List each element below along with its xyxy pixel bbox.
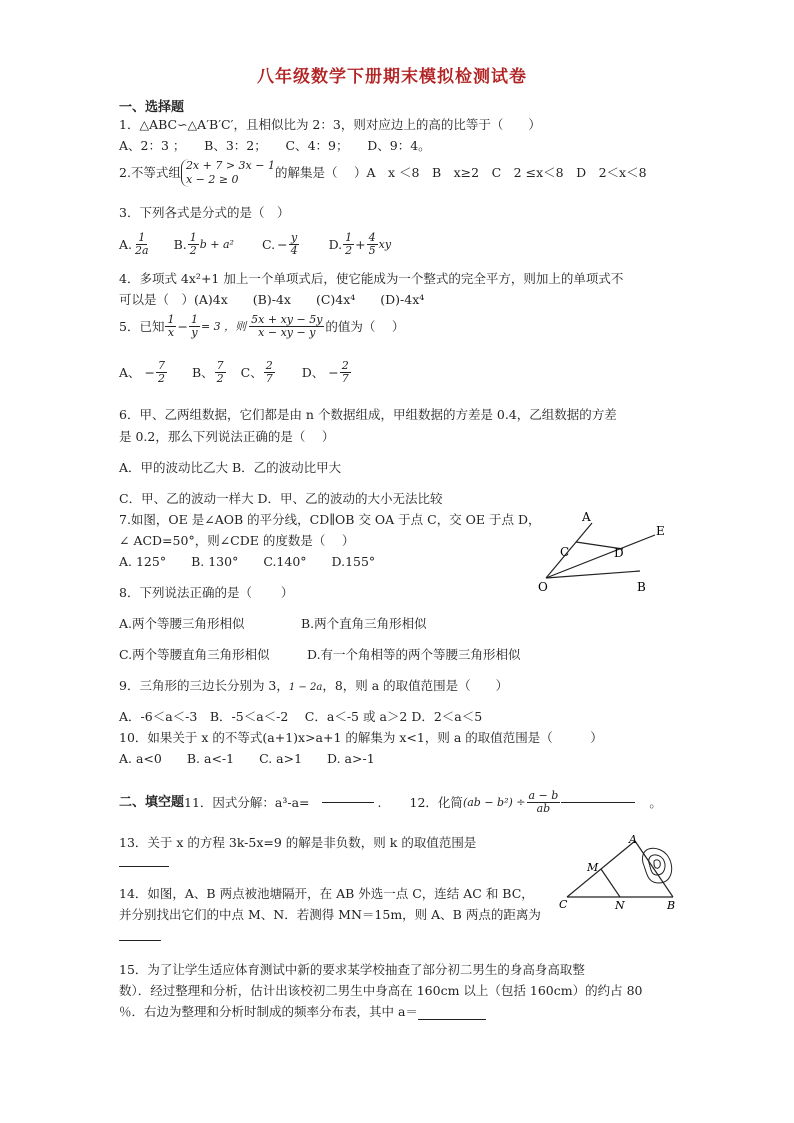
q5-b-fraction: $\frac{7}{2}$ [216,359,224,385]
q2-system-line2: x − 2 ≥ 0 [185,173,239,186]
q9-prefix: 9．三角形的三边长分别为 3， [119,678,289,693]
q5-c-fraction: $\frac{2}{7}$ [265,359,273,385]
q8-option-b: B.两个直角三角形相似 [301,616,427,631]
q2-system [181,159,275,187]
q3-a-fraction: $\frac{1}{2a}$ [135,231,149,257]
segment-AB [635,841,673,897]
page-title: 八年级数学下册期末模拟检测试卷 [257,67,527,87]
q3-b-rest: b + a² [199,237,234,251]
q12-answer-blank[interactable] [561,802,635,803]
q6-line1: 6．甲、乙两组数据，它们都是由 n 个数据组成，甲组数据的方差是 0.4，乙组数据的方差 [119,407,617,422]
q11-answer-blank[interactable] [322,802,374,803]
q6-options-ab: A．甲的波动比乙大 B．乙的波动比甲大 [119,460,342,475]
q15-answer-blank[interactable] [418,1005,486,1020]
q9-expr: 1 − 2a [288,682,323,693]
q8-option-c: C.两个等腰直角三角形相似 [119,647,270,662]
label-N: N [615,899,625,911]
label-A: A [629,833,637,846]
q2-prefix: 2.不等式组 [119,165,181,180]
label-E: E [656,524,665,538]
q3-c-label: C. [261,236,276,252]
q5-prefix: 5．已知 [119,318,165,334]
q3-b-label: B. [173,236,187,252]
q15-line3-row [119,1004,486,1020]
q3-c-fraction: $\frac{y}{4}$ [290,231,298,257]
q5-suffix: 的值为（ ） [325,318,405,334]
q7-options: A. 125° B. 130° C.140° D.155° [119,554,376,569]
q3-d-fraction1: $\frac{1}{2}$ [345,231,353,257]
label-D: D [614,546,624,560]
q5-stem [119,314,404,339]
q5-eq: = 3 ，则 [200,319,247,333]
q7-line2: ∠ ACD=50°，则∠CDE 的度数是（ ） [119,533,355,548]
q12-prefix: 12．化简 [409,794,463,810]
pond-figure [555,833,685,911]
q6-options-cd: C．甲、乙的波动一样大 D．甲、乙的波动的大小无法比较 [119,491,443,506]
q3-d-fraction2: $\frac{4}{5}$ [368,231,376,257]
q2 [119,159,647,187]
q1-stem: 1．△ABC∽△A′B′C′，且相似比为 2：3，则对应边上的高的比等于（ ） [119,117,541,132]
q3-a-label: A. [119,236,133,252]
section-heading-choice: 一、选择题 [119,100,185,115]
q7-line1: 7.如图，OE 是∠AOB 的平分线，CD∥OB 交 OA 于点 C，交 OE 于点 D， [119,512,541,527]
q5-frac3: $\frac{5x + xy - 5y}{x - xy - y}$ [251,313,323,339]
label-A: A [582,510,591,524]
label-O: O [538,580,548,594]
section-heading-fill: 二、填空题 [119,794,185,810]
q5-a-label: A、 − [119,364,155,380]
q12-expr: (ab − b²) ÷ [462,795,526,809]
q5-a-fraction: $\frac{7}{2}$ [157,359,165,385]
q12-end: 。 [649,794,662,810]
q3-options [119,232,391,257]
angle-bisector-figure [530,505,680,600]
q9-options: A．-6＜a＜-3 B．-5＜a＜-2 C．a＜-5 或 a＞2 D．2＜a＜5 [119,709,483,724]
q2-system-line1: 2x + 7 > 3x − 1 [185,159,275,172]
q3-c-sign: − [277,236,288,252]
q5-d-fraction: $\frac{2}{7}$ [341,359,349,385]
label-M: M [587,861,599,874]
q5-frac1: $\frac{1}{x}$ [167,313,175,339]
q11-dot: . [377,794,382,810]
q5-d-label: D、 − [301,364,339,380]
q4-line1: 4．多项式 4x²+1 加上一个单项式后，使它能成为一个整式的完全平方，则加上的单项式不 [119,271,624,286]
q9-stem [119,678,508,696]
q2-suffix: 的解集是（ ）A x ＜8 B x≥2 C 2 ≤x＜8 D 2＜x＜8 [274,165,647,180]
q8-option-d: D.有一个角相等的两个等腰三角形相似 [307,647,521,662]
q14-line2: 并分别找出它们的中点 M、N．若测得 MN＝15m，则 A、B 两点的距离为 [119,907,541,922]
q15-line2: 数）．经过整理和分析，估计出该校初二男生中身高在 160cm 以上（包括 160cm）的约占 80 [119,983,643,998]
q10-stem: 10．如果关于 x 的不等式(a+1)x>a+1 的解集为 x<1，则 a 的取值范围是（ ） [119,730,603,745]
pond-outline [642,848,671,883]
fill-in-row [119,790,662,815]
q5-frac2: $\frac{1}{y}$ [190,313,198,339]
q3-d-plus: + [355,236,366,252]
label-C: C [559,898,568,911]
q9-suffix: ，8，则 a 的取值范围是（ ） [322,678,509,693]
q12-fraction: $\frac{a - b}{ab}$ [528,789,559,815]
q11-text: 11．因式分解：a³-a= [184,794,310,810]
q10-options: A. a<0 B. a<-1 C. a>1 D. a>-1 [119,751,375,766]
segment-MN [601,869,620,897]
q15-line3: ％．右边为整理和分析时制成的频率分布表，其中 a＝ [119,1004,418,1019]
label-B: B [637,580,646,594]
q3-d-label: D. [328,236,343,252]
q5-b-label: B、 [191,364,214,380]
q15-line1: 15．为了让学生适应体育测试中新的要求某学校抽查了部分初二男生的身高身高取整 [119,962,585,977]
label-B: B [667,899,676,911]
q1-options: A、2：3 ； B、3：2； C、4：9； D、9：4。 [119,138,431,153]
q14-answer-blank[interactable] [119,940,161,941]
q14-line1: 14．如图，A、B 两点被池塘隔开，在 AB 外选一点 C，连结 AC 和 BC， [119,886,534,901]
q8-stem: 8．下列说法正确的是（ ） [119,585,294,600]
q5-options [119,360,352,385]
label-C: C [560,545,570,559]
q5-minus: − [177,318,188,334]
q3-b-fraction: $\frac{1}{2}$ [189,231,197,257]
q8-option-a: A.两个等腰三角形相似 [119,616,245,631]
q13-answer-blank[interactable] [119,866,169,867]
q5-c-label: C、 [240,364,263,380]
q3-d-rest: xy [378,237,392,251]
q4-line2: 可以是（ ）(A)4x (B)-4x (C)4x⁴ (D)-4x⁴ [119,292,425,307]
q6-line2: 是 0.2，那么下列说法正确的是（ ） [119,429,335,444]
pond-contour-inner [654,860,660,868]
q3-stem: 3．下列各式是分式的是（ ） [119,205,290,220]
q13-text: 13．关于 x 的方程 3k-5x=9 的解是非负数，则 k 的取值范围是 [119,835,477,850]
